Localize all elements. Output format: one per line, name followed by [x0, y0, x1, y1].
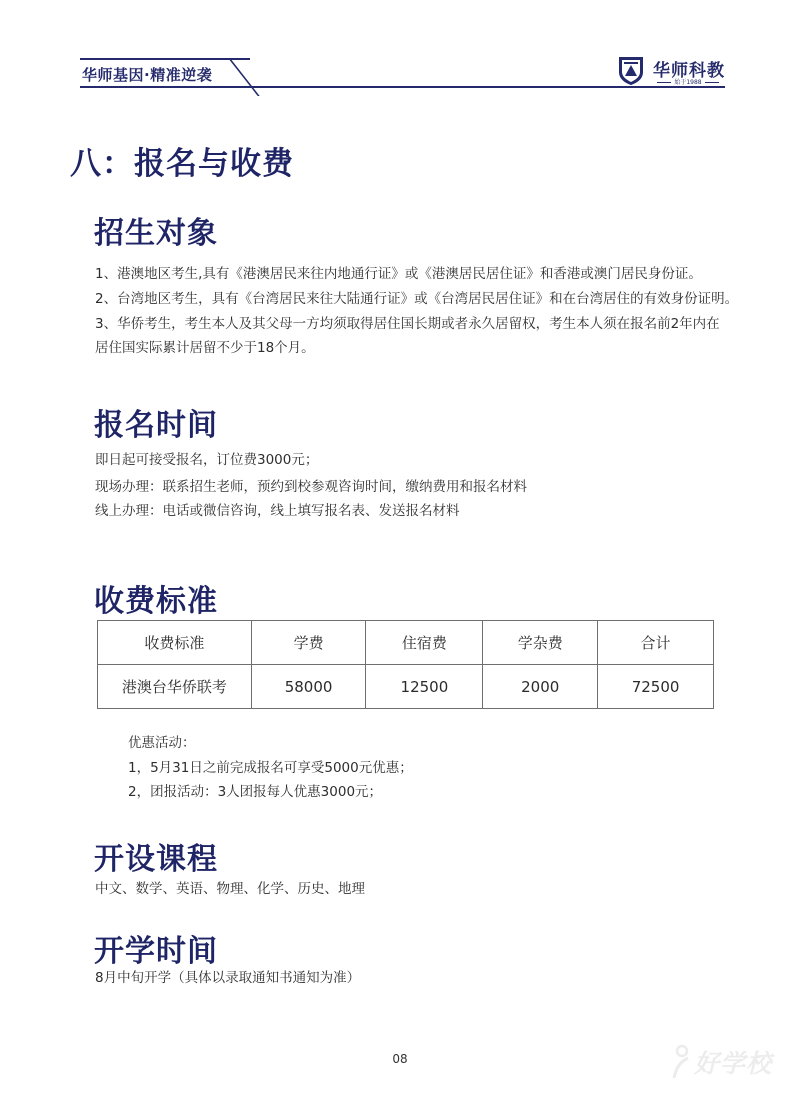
fee-col-header: 学杂费	[483, 621, 598, 665]
heading-fees: 收费标准	[94, 584, 218, 619]
heading-signup-time: 报名时间	[94, 408, 218, 443]
brand-logo	[616, 54, 726, 86]
section-title: 八：报名与收费	[70, 146, 294, 182]
courses-text: 中文、数学、英语、物理、化学、历史、地理	[95, 881, 365, 897]
signup-line: 线上办理：电话或微信咨询，线上填写报名表、发送报名材料	[95, 503, 460, 519]
heading-start-time: 开学时间	[94, 934, 218, 969]
start-time-text: 8月中旬开学（具体以录取通知书通知为准）	[95, 970, 361, 986]
fee-table	[97, 620, 714, 709]
enroll-line: 2、台湾地区考生，具有《台湾居民来往大陆通行证》或《台湾居民居住证》和在台湾居住的有效身份证明。	[95, 291, 739, 307]
brand-name: 华师科教	[653, 61, 725, 81]
watermark-logo	[668, 1040, 792, 1084]
watermark-figure-icon	[668, 1044, 694, 1080]
enroll-line: 3、华侨考生，考生本人及其父母一方均须取得居住国长期或者永久居留权，考生本人须在报名前2年内在	[95, 316, 720, 332]
enroll-line: 居住国实际累计居留不少于18个月。	[95, 340, 315, 356]
fee-col-header: 合计	[598, 621, 714, 665]
fee-cell: 12500	[366, 665, 483, 709]
shield-icon	[616, 54, 646, 86]
fee-table-header-row	[98, 621, 714, 665]
fee-col-header: 住宿费	[366, 621, 483, 665]
discount-item: 1，5月31日之前完成报名可享受5000元优惠；	[128, 760, 413, 776]
watermark-text: 好学校	[694, 1049, 773, 1078]
heading-courses: 开设课程	[94, 842, 218, 877]
fee-table-row	[98, 665, 714, 709]
page-number: 08	[392, 1052, 408, 1066]
header-rule	[80, 86, 725, 88]
enroll-line: 1、港澳地区考生,具有《港澳居民来往内地通行证》或《港澳居民居住证》和香港或澳门居民身份证。	[95, 266, 702, 282]
discount-title: 优惠活动：	[128, 735, 196, 751]
heading-enroll-target: 招生对象	[94, 216, 218, 251]
signup-line: 现场办理：联系招生老师，预约到校参观咨询时间，缴纳费用和报名材料	[95, 479, 527, 495]
fee-cell: 58000	[251, 665, 366, 709]
brand-tagline: 始于1988	[653, 77, 723, 86]
fee-cell: 2000	[483, 665, 598, 709]
discount-item: 2，团报活动：3人团报每人优惠3000元；	[128, 784, 383, 800]
signup-line: 即日起可接受报名，订位费3000元；	[95, 452, 319, 468]
header-title: 华师基因·精准逆袭	[82, 66, 213, 84]
fee-cell: 72500	[598, 665, 714, 709]
fee-cell: 港澳台华侨联考	[98, 665, 252, 709]
fee-col-header: 收费标准	[98, 621, 252, 665]
fee-col-header: 学费	[251, 621, 366, 665]
